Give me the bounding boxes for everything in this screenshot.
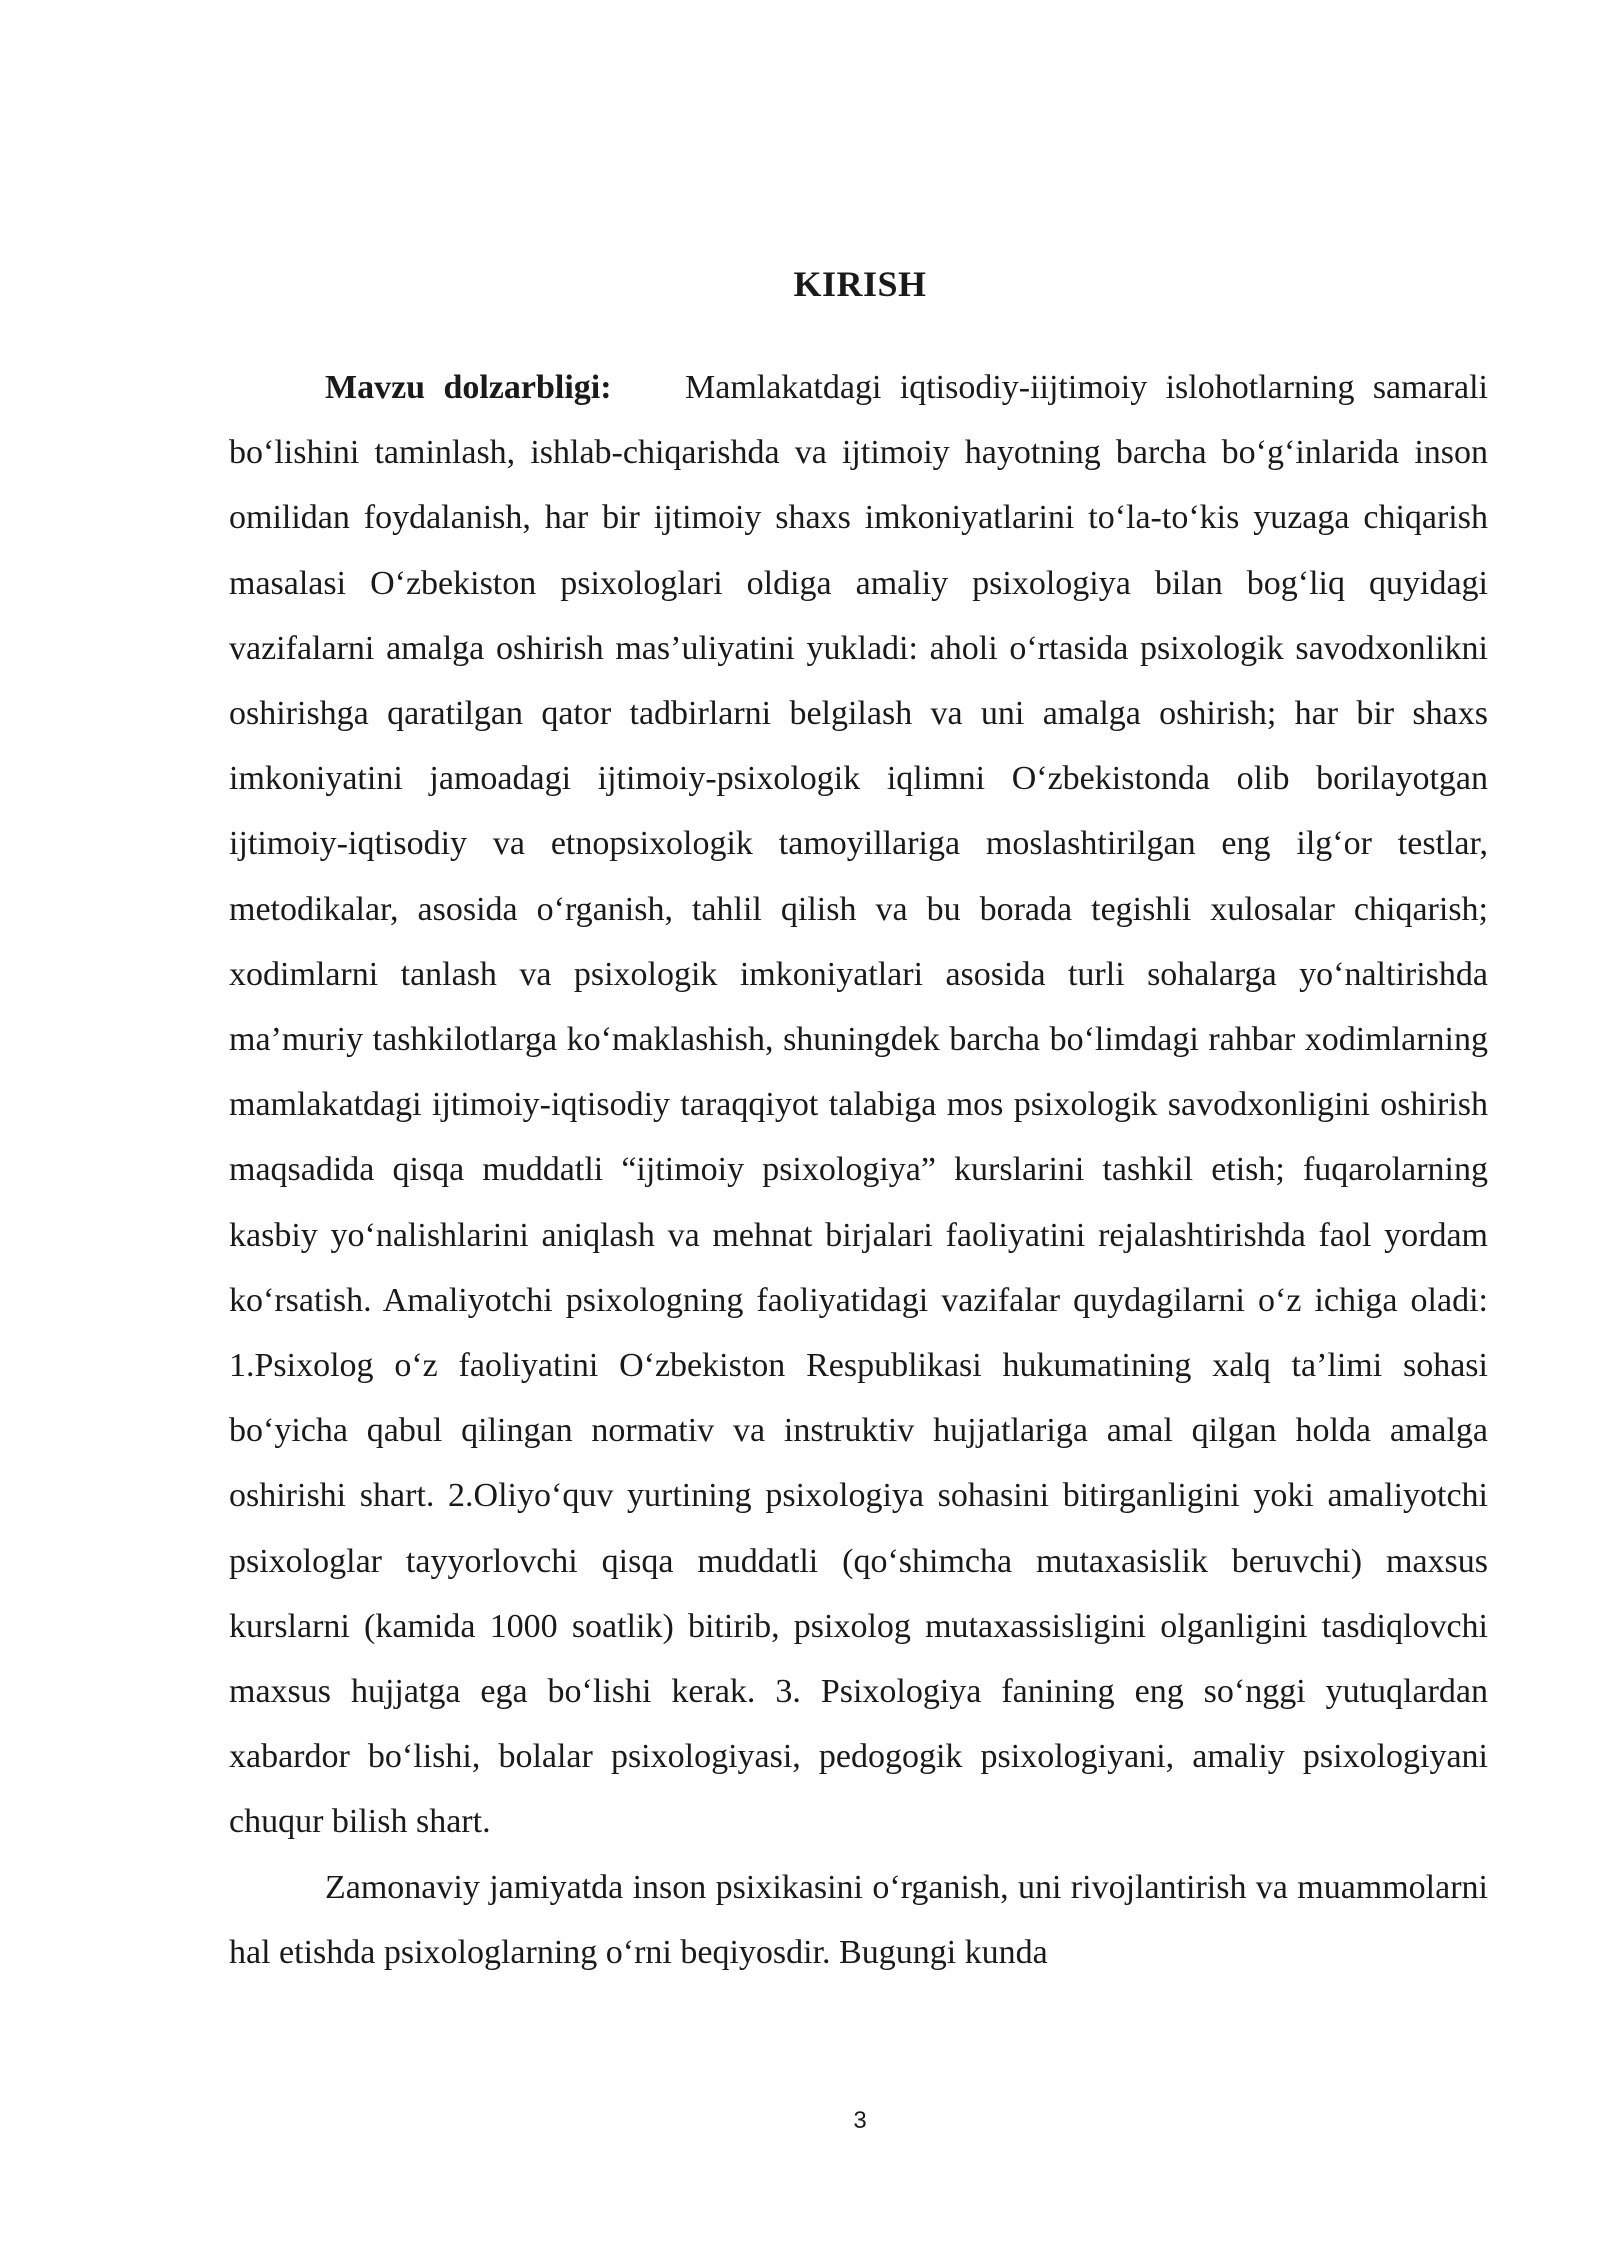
body-text bbox=[229, 355, 1488, 1985]
paragraph-2: Zamonaviy jamiyatda inson psixikasini o‘rganish, uni rivojlantirish va muammolarni hal etishda psixologlarning o‘rni beqiyosdir. Bugungi kunda bbox=[229, 1868, 1488, 1971]
paragraph-1 bbox=[229, 355, 1488, 1855]
paragraph-1-text: Mamlakatdagi iqtisodiy-iijtimoiy islohotlarning samarali bo‘lishini taminlash, ishlab-chiqarishda va ijtimoiy hayotning barcha bo‘g‘inlarida inson omilidan foydalanish, har bir ijtimoiy shaxs imkoniyatlarini to‘la-to‘kis yuzaga chiqarish masalasi O‘zbekiston psixologlari oldiga amaliy psixologiya bilan bog‘liq quyidagi vazifalarni amalga oshirish mas’uliyatini yukladi: aholi o‘rtasida psixologik savodxonlikni oshirishga qaratilgan qator tadbirlarni belgilash va uni amalga oshirish; har bir shaxs imkoniyatini jamoadagi ijtimoiy-psixologik iqlimni O‘zbekistonda olib borilayotgan ijtimoiy-iqtisodiy va etnopsixologik tamoyillariga moslashtirilgan eng ilg‘or testlar, metodikalar, asosida o‘rganish, tahlil qilish va bu borada tegishli xulosalar chiqarish; xodimlarni tanlash va psixologik imkoniyatlari asosida turli sohalarga yo‘naltirishda ma’muriy tashkilotlarga ko‘maklashish, shuningdek barcha bo‘limdagi rahbar xodimlarning mamlakatdagi ijtimoiy-iqtisodiy taraqqiyot talabiga mos psixologik savodxonligini oshirish maqsadida qisqa muddatli “ijtimoiy psixologiya” kurslarini tashkil etish; fuqarolarning kasbiy yo‘nalishlarini aniqlash va mehnat birjalari faoliyatini rejalashtirishda faol yordam ko‘rsatish. Amaliyotchi psixologning faoliyatidagi vazifalar quydagilarni o‘z ichiga oladi: 1.Psixolog o‘z faoliyatini O‘zbekiston Respublikasi hukumatining xalq ta’limi sohasi bo‘yicha qabul qilingan normativ va instruktiv hujjatlariga amal qilgan holda amalga oshirishi shart. 2.Oliyo‘quv yurtining psixologiya sohasini bitirganligini yoki amaliyotchi psixologlar tayyorlovchi qisqa muddatli (qo‘shimcha mutaxasislik beruvchi) maxsus kurslarni (kamida 1000 soatlik) bitirib, psixolog mutaxassisligini olganligini tasdiqlovchi maxsus hujjatga ega bo‘lishi kerak. 3. Psixologiya fanining eng so‘nggi yutuqlardan xabardor bo‘lishi, bolalar psixologiyasi, pedogogik psixologiyani, amaliy psixologiyani chuqur bilish shart. bbox=[229, 369, 1488, 1841]
page-number: 3 bbox=[853, 2107, 867, 2134]
paragraph-1-lead: Mavzu dolzarbligi: bbox=[325, 369, 612, 406]
page-title: KIRISH bbox=[793, 264, 927, 304]
